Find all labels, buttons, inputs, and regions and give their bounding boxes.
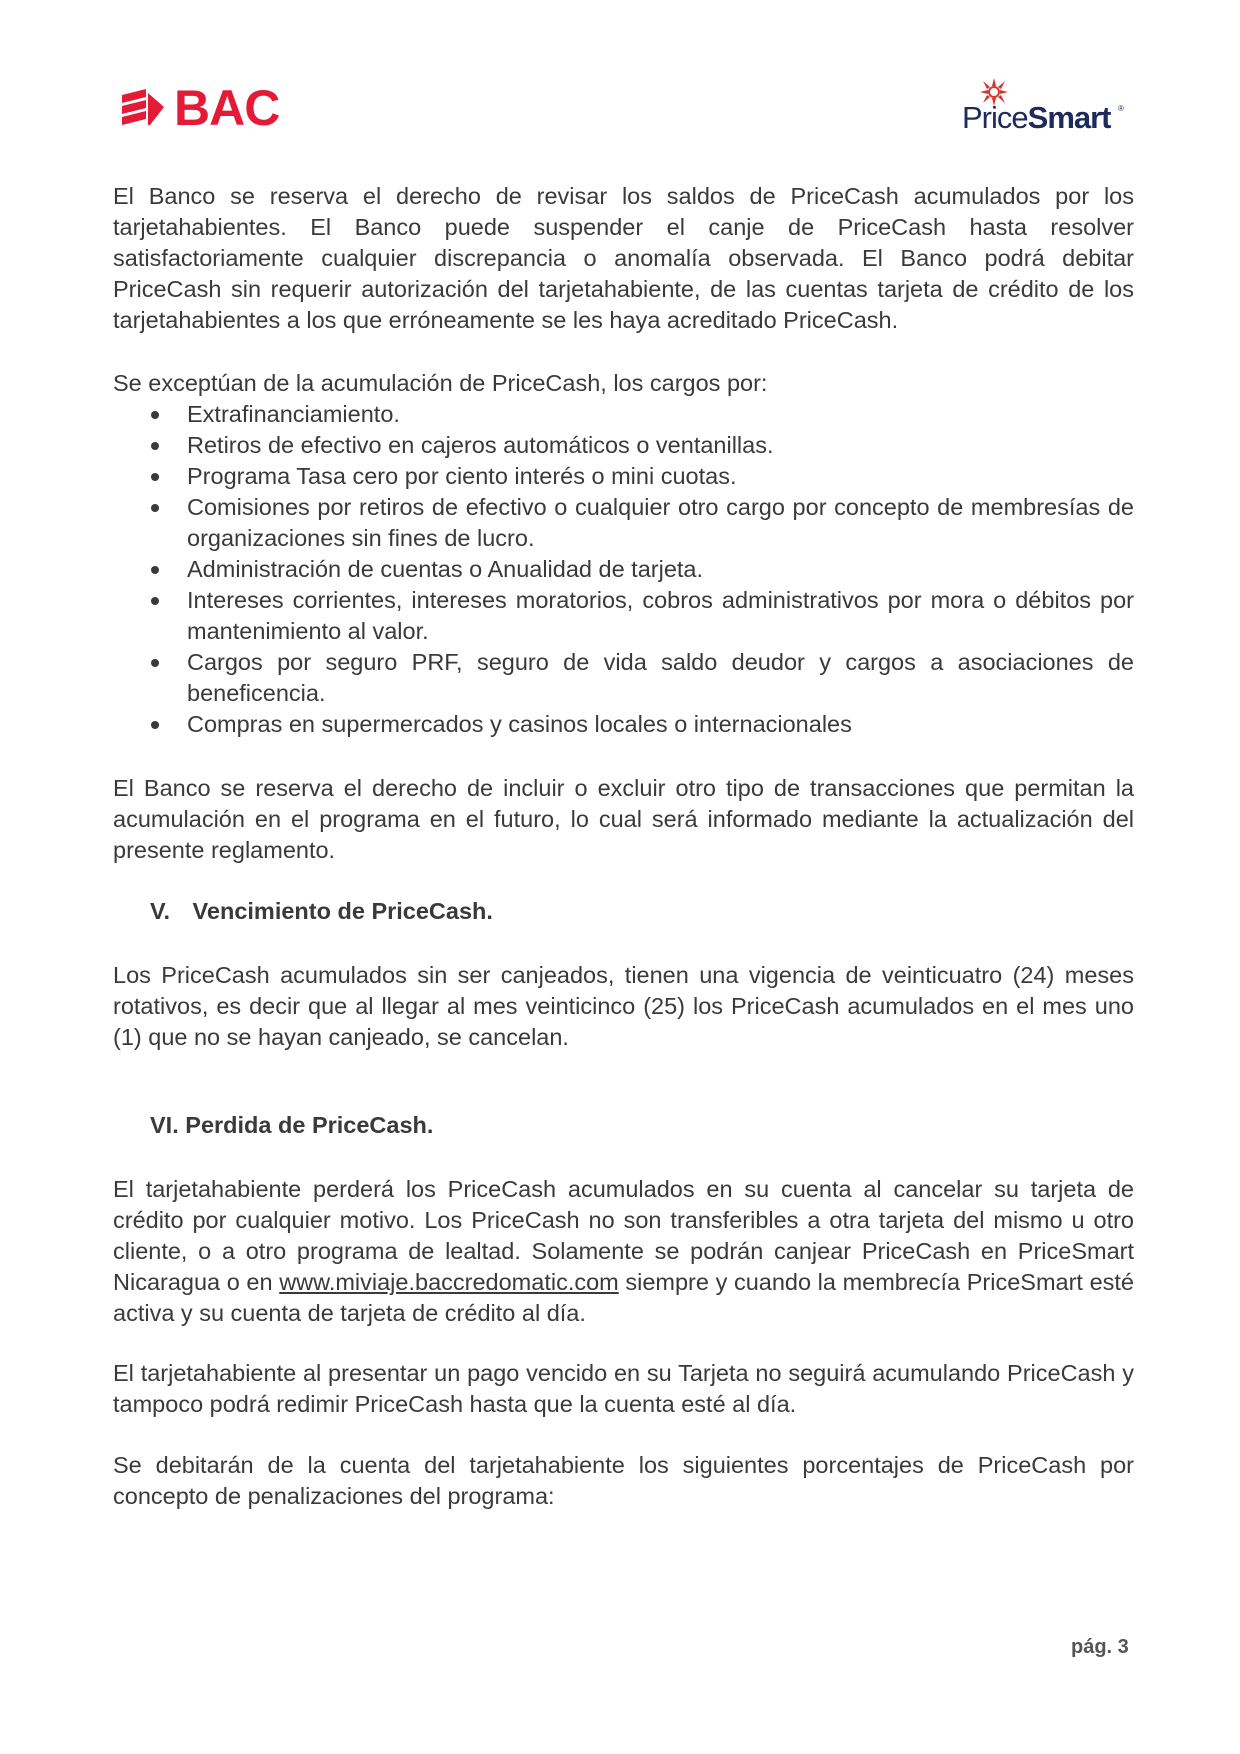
section-title: Vencimiento de PriceCash. <box>192 898 493 924</box>
paragraph-text: El tarjetahabiente perderá los PriceCash acumulados en su cuenta al cancelar su tarjeta de crédito por cualquier motivo. Los PriceCash no son transferibles a otra tarjeta del mismo u otro cliente, o a otro programa de lealtad. Solamente se podrán canjear PriceCash en PriceSmart Nicaragua o en www.miviaje.baccredomatic.com siempre y cuando la membrecía PriceSmart esté activa y su cuenta de tarjeta de crédito al día. <box>113 1176 1134 1326</box>
list-item: Intereses corrientes, intereses moratorios, cobros administrativos por mora o débitos por mantenimiento al valor. <box>113 585 1134 647</box>
exceptions-block <box>113 368 1134 740</box>
exceptions-intro: Se exceptúan de la acumulación de PriceCash, los cargos por: <box>113 370 768 396</box>
paragraph-review-balances <box>113 181 1134 336</box>
list-item: Cargos por seguro PRF, seguro de vida saldo deudor y cargos a asociaciones de beneficencia. <box>113 647 1134 709</box>
paragraph-include-exclude <box>113 773 1134 866</box>
pricesmart-logo-text <box>962 100 1111 136</box>
paragraph-text: El Banco se reserva el derecho de revisar los saldos de PriceCash acumulados por los tarjetahabientes. El Banco puede suspender el canje de PriceCash hasta resolver satisfactoriamente cualquier discrepancia o anomalía observada. El Banco podrá debitar PriceCash sin requerir autorización del tarjetahabiente, de las cuentas tarjeta de crédito de los tarjetahabientes a los que erróneamente se les haya acreditado PriceCash. <box>113 183 1134 333</box>
bullet-icon <box>151 411 159 419</box>
bullet-icon <box>151 442 159 450</box>
bullet-icon <box>151 504 159 512</box>
bac-logo <box>120 80 280 136</box>
paragraph-vencimiento <box>113 960 1134 1053</box>
section-number: VI. <box>150 1112 179 1138</box>
bullet-icon <box>151 566 159 574</box>
paragraph-text: El Banco se reserva el derecho de incluir o excluir otro tipo de transacciones que permitan la acumulación en el programa en el futuro, lo cual será informado mediante la actualización del presente reglamento. <box>113 775 1134 863</box>
paragraph-text: Se debitarán de la cuenta del tarjetahabiente los siguientes porcentajes de PriceCash por concepto de penalizaciones del programa: <box>113 1452 1134 1509</box>
exceptions-list <box>113 399 1134 740</box>
bullet-icon <box>151 597 159 605</box>
list-item: Compras en supermercados y casinos locales o internacionales <box>113 709 1134 740</box>
bac-logo-mark-icon <box>120 85 166 131</box>
pricesmart-logo <box>958 78 1126 140</box>
section-heading-vi <box>150 1112 433 1139</box>
miviaje-link[interactable]: www.miviaje.baccredomatic.com <box>279 1269 619 1295</box>
bac-logo-text: BAC <box>174 80 280 136</box>
section-heading-v <box>150 898 493 925</box>
section-title: Perdida de PriceCash. <box>185 1112 434 1138</box>
page-number: pág. 3 <box>1071 1636 1129 1658</box>
list-item: Administración de cuentas o Anualidad de tarjeta. <box>113 554 1134 585</box>
pricesmart-logo-price: Price <box>962 100 1028 135</box>
bullet-icon <box>151 659 159 667</box>
paragraph-penalizaciones <box>113 1450 1134 1512</box>
list-item: Programa Tasa cero por ciento interés o mini cuotas. <box>113 461 1134 492</box>
list-item: Extrafinanciamiento. <box>113 399 1134 430</box>
paragraph-text: El tarjetahabiente al presentar un pago vencido en su Tarjeta no seguirá acumulando PriceCash y tampoco podrá redimir PriceCash hasta que la cuenta esté al día. <box>113 1360 1134 1417</box>
paragraph-perdida <box>113 1174 1134 1329</box>
registered-mark: ® <box>1118 104 1124 113</box>
paragraph-text: Los PriceCash acumulados sin ser canjeados, tienen una vigencia de veinticuatro (24) meses rotativos, es decir que al llegar al mes veinticinco (25) los PriceCash acumulados en el mes uno (1) que no se hayan canjeado, se cancelan. <box>113 962 1134 1050</box>
bullet-icon <box>151 721 159 729</box>
section-number: V. <box>150 898 171 924</box>
bullet-icon <box>151 473 159 481</box>
paragraph-pago-vencido <box>113 1358 1134 1420</box>
pricesmart-logo-smart: Smart <box>1027 100 1111 135</box>
list-item: Retiros de efectivo en cajeros automáticos o ventanillas. <box>113 430 1134 461</box>
list-item: Comisiones por retiros de efectivo o cualquier otro cargo por concepto de membresías de organizaciones sin fines de lucro. <box>113 492 1134 554</box>
